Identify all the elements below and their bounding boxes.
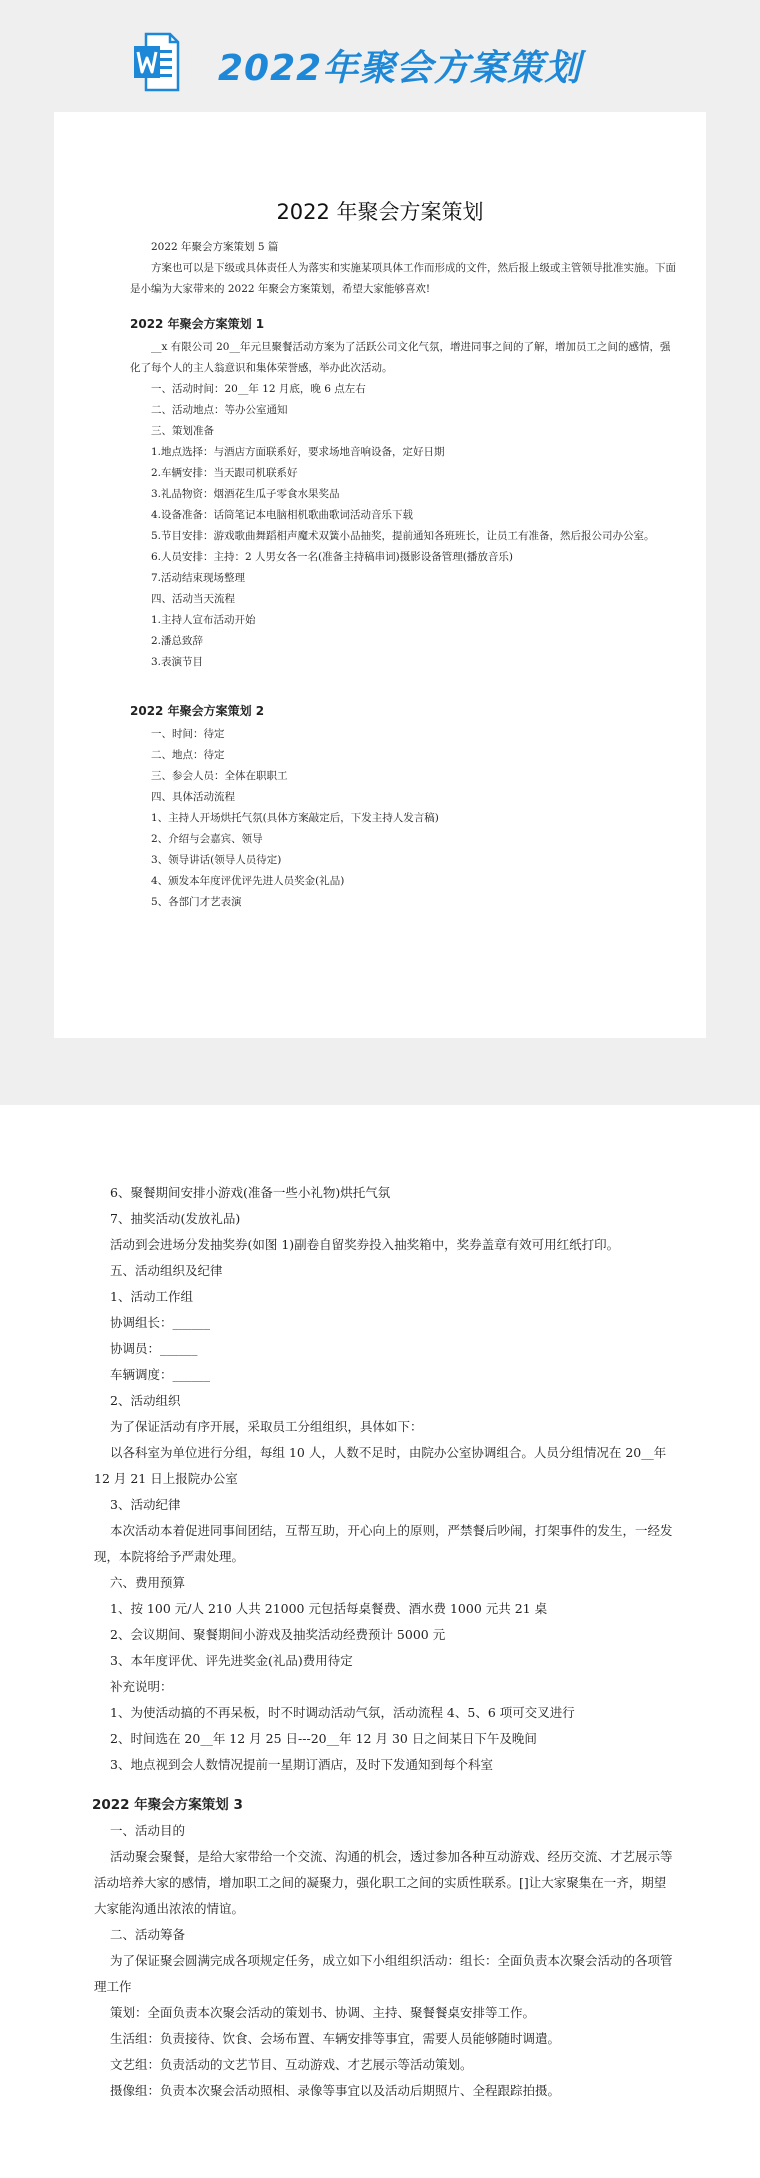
list-item: 2、会议期间、聚餐期间小游戏及抽奖活动经费预计 5000 元 — [110, 1627, 446, 1642]
list-item: 二、地点：待定 — [151, 749, 225, 761]
list-item: 摄像组：负责本次聚会活动照相、录像等事宜以及活动后期照片、全程跟踪拍摄。 — [110, 2083, 561, 2098]
paragraph: 活动聚会聚餐，是给大家带给一个交流、沟通的机会，透过参加各种互动游戏、经历交流、才艺展示等活动培养大家的感情，增加职工之间的凝聚力，强化职工之间的实质性联系。[]让大家聚集在一齐，期望大家能沟通出浓浓的情谊。 — [94, 1849, 673, 1916]
paragraph: 本次活动本着促进同事间团结，互帮互助，开心向上的原则，严禁餐后吵闹，打架事件的发生，一经发现，本院将给予严肃处理。 — [94, 1523, 673, 1564]
page-1-body — [130, 237, 678, 913]
list-item: 策划：全面负责本次聚会活动的策划书、协调、主持、聚餐餐桌安排等工作。 — [110, 2005, 536, 2020]
section-heading-2: 2022 年聚会方案策划 2 — [130, 704, 265, 718]
list-item: 3、地点视到会人数情况提前一星期订酒店，及时下发通知到每个科室 — [110, 1757, 493, 1772]
banner-title: 2022年聚会方案策划 — [218, 48, 582, 89]
document-title: 2022 年聚会方案策划 — [276, 200, 484, 224]
list-item: 1、为使活动搞的不再呆板，时不时调动活动气氛，活动流程 4、5、6 项可交叉进行 — [110, 1705, 575, 1720]
list-item: 一、时间：待定 — [151, 728, 225, 740]
list-item: 生活组：负责接待、饮食、会场布置、车辆安排等事宜，需要人员能够随时调遣。 — [110, 2031, 561, 2046]
list-item: 二、活动地点：等办公室通知 — [151, 404, 288, 416]
list-item: 7.活动结束现场整理 — [151, 572, 246, 584]
list-item: 4.设备准备：话筒笔记本电脑相机歌曲歌词活动音乐下载 — [151, 509, 414, 521]
list-item: 三、策划准备 — [151, 425, 214, 437]
paragraph: 为了保证聚会圆满完成各项规定任务，成立如下小组组织活动：组长：全面负责本次聚会活动的各项管理工作 — [94, 1953, 673, 1994]
list-item: 五、活动组织及纪律 — [110, 1263, 223, 1278]
list-item: 1.主持人宣布活动开始 — [151, 614, 256, 626]
list-item: 5、各部门才艺表演 — [151, 896, 242, 908]
list-item: 2、活动组织 — [110, 1393, 181, 1408]
list-item: 5.节目安排：游戏歌曲舞蹈相声魔术双簧小品抽奖，提前通知各班班长，让员工有准备，然后报公司办公室。 — [151, 530, 655, 542]
list-item: 6、聚餐期间安排小游戏(准备一些小礼物)烘托气氛 — [110, 1185, 391, 1200]
list-item: 四、具体活动流程 — [151, 791, 235, 803]
document-page-1 — [54, 112, 706, 1038]
list-item: 3、活动纪律 — [110, 1497, 181, 1512]
list-item: 文艺组：负责活动的文艺节目、互动游戏、才艺展示等活动策划。 — [110, 2057, 473, 2072]
document-page-2 — [94, 1180, 674, 2104]
list-item: 三、参会人员：全体在职职工 — [151, 770, 288, 782]
list-item: 活动到会进场分发抽奖券(如图 1)副卷自留奖券投入抽奖箱中，奖券盖章有效可用红纸打印。 — [110, 1237, 620, 1252]
list-item: 1、活动工作组 — [110, 1289, 193, 1304]
list-item: 一、活动时间：20__年 12 月底，晚 6 点左右 — [151, 383, 366, 395]
banner — [0, 0, 760, 130]
intro-line: 2022 年聚会方案策划 5 篇 — [151, 241, 279, 253]
list-item: 6.人员安排：主持：2 人男女各一名(准备主持稿串词)摄影设备管理(播放音乐) — [151, 551, 513, 563]
list-item: 1、按 100 元/人 210 人共 21000 元包括每桌餐费、酒水费 1000 元共 21 桌 — [110, 1601, 548, 1616]
list-item: 四、活动当天流程 — [151, 593, 235, 605]
list-item: 一、活动目的 — [110, 1823, 186, 1838]
list-item: 1、主持人开场烘托气氛(具体方案敲定后，下发主持人发言稿) — [151, 812, 439, 824]
list-item: 车辆调度：______ — [110, 1367, 211, 1382]
list-item: 3.表演节目 — [151, 656, 204, 668]
list-item: 协调组长：______ — [110, 1315, 211, 1330]
list-item: 2.潘总致辞 — [151, 635, 204, 647]
paragraph: 以各科室为单位进行分组，每组 10 人，人数不足时，由院办公室协调组合。人员分组情况在 20__年 12 月 21 日上报院办公室 — [94, 1445, 667, 1486]
list-item: 补充说明： — [110, 1679, 173, 1694]
list-item: 2、介绍与会嘉宾、领导 — [151, 833, 263, 845]
list-item: 7、抽奖活动(发放礼品) — [110, 1211, 241, 1226]
list-item: 2、时间选在 20__年 12 月 25 日---20__年 12 月 30 日之间某日下午及晚间 — [110, 1731, 537, 1746]
list-item: 二、活动筹备 — [110, 1927, 186, 1942]
word-document-icon — [132, 32, 180, 92]
list-item: 1.地点选择：与酒店方面联系好，要求场地音响设备，定好日期 — [151, 446, 445, 458]
list-item: 3.礼品物资：烟酒花生瓜子零食水果奖品 — [151, 488, 340, 500]
list-item: 3、领导讲话(领导人员待定) — [151, 854, 282, 866]
list-item: 2.车辆安排：当天跟司机联系好 — [151, 467, 298, 479]
list-item: 3、本年度评优、评先进奖金(礼品)费用待定 — [110, 1653, 353, 1668]
list-item: 协调员：______ — [110, 1341, 198, 1356]
list-item: 为了保证活动有序开展，采取员工分组组织，具体如下： — [110, 1419, 423, 1434]
intro-paragraph: 方案也可以是下级或具体责任人为落实和实施某项具体工作而形成的文件，然后报上级或主管领导批准实施。下面是小编为大家带来的 2022 年聚会方案策划，希望大家能够喜欢! — [130, 262, 676, 295]
list-item: 六、费用预算 — [110, 1575, 186, 1590]
section-heading-3: 2022 年聚会方案策划 3 — [92, 1797, 243, 1813]
section-heading-1: 2022 年聚会方案策划 1 — [130, 317, 265, 331]
list-item: 4、颁发本年度评优评先进人员奖金(礼品) — [151, 875, 345, 887]
paragraph: __x 有限公司 20__年元旦聚餐活动方案为了活跃公司文化气氛，增进同事之间的了解，增加员工之间的感情，强化了每个人的主人翁意识和集体荣誉感，举办此次活动。 — [130, 341, 671, 374]
